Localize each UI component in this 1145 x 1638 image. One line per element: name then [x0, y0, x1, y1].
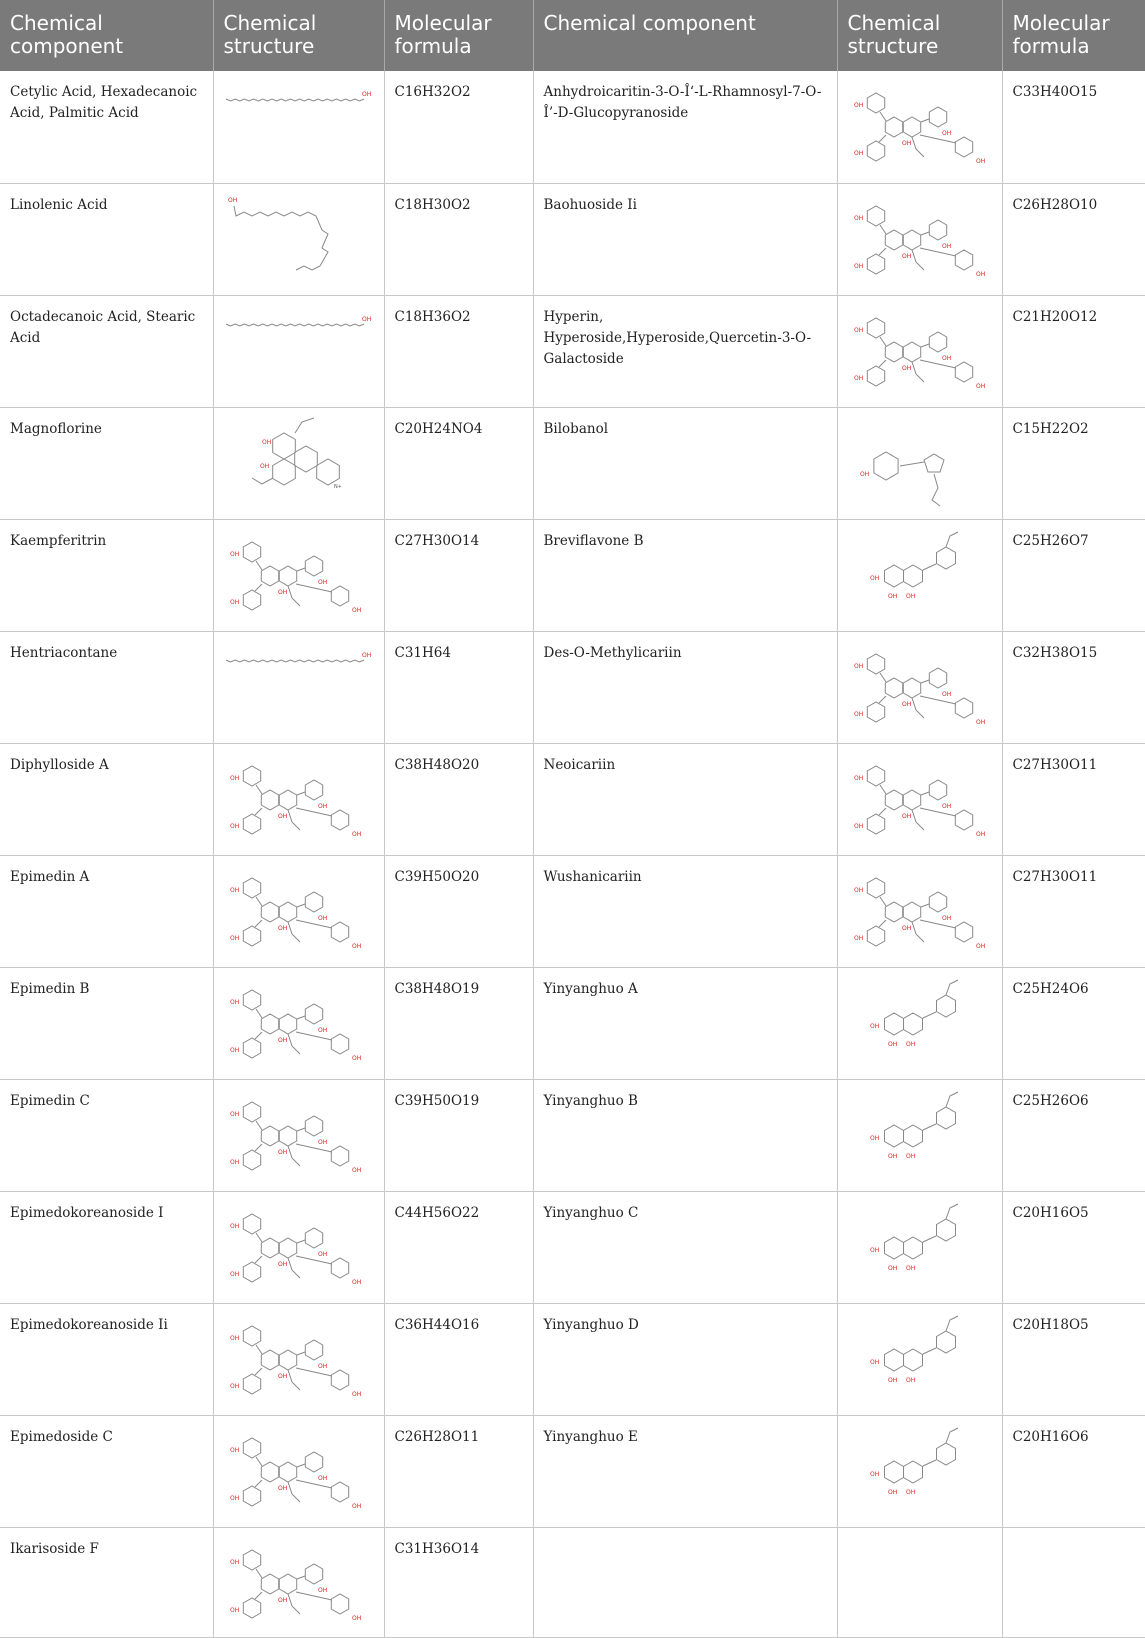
component-name: Octadecanoic Acid, Stearic Acid: [0, 295, 213, 407]
structure-cell: [213, 1527, 384, 1637]
molecular-formula: C44H56O22: [384, 1191, 533, 1303]
molecular-formula-2: C25H24O6: [1002, 967, 1145, 1079]
chemical-structure-image: [222, 1310, 372, 1406]
svg-text:OH: OH: [229, 598, 239, 606]
svg-text:OH: OH: [853, 374, 863, 382]
chemical-structure-image: [846, 974, 996, 1070]
svg-text:OH: OH: [317, 1474, 327, 1482]
component-name: Diphylloside A: [0, 743, 213, 855]
svg-text:OH: OH: [905, 1488, 915, 1496]
molecular-formula-2: C32H38O15: [1002, 631, 1145, 743]
chemical-structure-image: [846, 302, 996, 398]
component-name: Epimedin A: [0, 855, 213, 967]
structure-cell: [213, 1415, 384, 1527]
structure-cell-2: [837, 183, 1002, 295]
svg-text:OH: OH: [351, 1614, 361, 1622]
svg-text:OH: OH: [229, 822, 239, 830]
molecular-formula: C18H36O2: [384, 295, 533, 407]
svg-text:OH: OH: [229, 1222, 239, 1230]
structure-cell: [213, 295, 384, 407]
header-chemical-structure: Chemical structure: [213, 0, 384, 71]
svg-text:OH: OH: [853, 262, 863, 270]
svg-text:OH: OH: [351, 1390, 361, 1398]
structure-cell-2: [837, 71, 1002, 183]
svg-text:OH: OH: [229, 1494, 239, 1502]
component-name-2: Baohuoside Ii: [533, 183, 837, 295]
structure-cell: [213, 71, 384, 183]
svg-text:OH: OH: [869, 1022, 879, 1030]
svg-text:OH: OH: [351, 942, 361, 950]
component-name-2: Bilobanol: [533, 407, 837, 519]
structure-cell: [213, 855, 384, 967]
svg-text:OH: OH: [277, 1372, 287, 1380]
table-row: [0, 71, 1145, 183]
structure-cell: [213, 1191, 384, 1303]
molecular-formula-2: C25H26O7: [1002, 519, 1145, 631]
structure-cell-2: [837, 1303, 1002, 1415]
svg-text:OH: OH: [941, 914, 951, 922]
molecular-formula: C38H48O20: [384, 743, 533, 855]
svg-text:OH: OH: [229, 1334, 239, 1342]
svg-text:OH: OH: [229, 1158, 239, 1166]
svg-text:OH: OH: [229, 1382, 239, 1390]
svg-text:OH: OH: [227, 196, 237, 204]
component-name: Epimedin B: [0, 967, 213, 1079]
svg-text:OH: OH: [975, 158, 985, 165]
chemical-structure-image: [846, 1086, 996, 1182]
svg-text:OH: OH: [887, 1376, 897, 1384]
svg-text:OH: OH: [901, 364, 911, 372]
svg-text:OH: OH: [277, 812, 287, 820]
structure-cell-2: [837, 1079, 1002, 1191]
svg-text:OH: OH: [901, 140, 911, 147]
svg-text:OH: OH: [351, 1054, 361, 1062]
table-row: [0, 1079, 1145, 1191]
svg-text:OH: OH: [229, 1110, 239, 1118]
table-row: [0, 1415, 1145, 1527]
header-molecular-formula: Molecular formula: [384, 0, 533, 71]
molecular-formula: C39H50O19: [384, 1079, 533, 1191]
svg-text:OH: OH: [229, 1606, 239, 1614]
svg-text:OH: OH: [887, 1488, 897, 1496]
svg-text:OH: OH: [905, 1040, 915, 1048]
chemical-structure-image: [846, 77, 996, 173]
molecular-formula-2: C27H30O11: [1002, 855, 1145, 967]
table-row: [0, 631, 1145, 743]
chemical-structure-image: [222, 1086, 372, 1182]
molecular-formula: C16H32O2: [384, 71, 533, 183]
component-name-2: Hyperin, Hyperoside,Hyperoside,Quercetin-3-O-Galactoside: [533, 295, 837, 407]
structure-cell-2: [837, 1415, 1002, 1527]
molecular-formula-2: C21H20O12: [1002, 295, 1145, 407]
svg-text:OH: OH: [853, 214, 863, 222]
svg-text:OH: OH: [351, 830, 361, 838]
table-row: [0, 519, 1145, 631]
structure-cell-2: [837, 407, 1002, 519]
svg-text:OH: OH: [905, 1264, 915, 1272]
chemical-structure-image: [846, 750, 996, 846]
structure-cell-2: [837, 631, 1002, 743]
table-row: [0, 183, 1145, 295]
structure-cell-2: [837, 1191, 1002, 1303]
svg-text:OH: OH: [261, 438, 271, 446]
svg-text:OH: OH: [317, 1362, 327, 1370]
svg-text:OH: OH: [975, 718, 985, 726]
chemical-structure-image: [222, 1198, 372, 1294]
svg-text:OH: OH: [259, 462, 269, 470]
svg-text:OH: OH: [941, 130, 951, 137]
svg-text:OH: OH: [905, 592, 915, 600]
chemical-structure-image: [846, 190, 996, 286]
component-name-2: Yinyanghuo D: [533, 1303, 837, 1415]
structure-cell-2: [837, 967, 1002, 1079]
svg-text:OH: OH: [853, 934, 863, 942]
svg-text:OH: OH: [853, 326, 863, 334]
chemical-structure-image: [222, 974, 372, 1070]
svg-text:OH: OH: [901, 812, 911, 820]
molecular-formula: C36H44O16: [384, 1303, 533, 1415]
molecular-formula: C20H24NO4: [384, 407, 533, 519]
svg-text:OH: OH: [277, 588, 287, 596]
table-row: [0, 855, 1145, 967]
chemical-structure-image: [846, 414, 996, 510]
svg-text:OH: OH: [859, 470, 869, 478]
svg-text:OH: OH: [277, 1148, 287, 1156]
molecular-formula: C39H50O20: [384, 855, 533, 967]
molecular-formula: C31H64: [384, 631, 533, 743]
svg-text:OH: OH: [229, 1446, 239, 1454]
svg-text:OH: OH: [853, 102, 863, 109]
svg-text:OH: OH: [901, 924, 911, 932]
svg-text:OH: OH: [887, 1152, 897, 1160]
chemical-structure-image: [222, 750, 372, 846]
header-molecular-formula-2: Molecular formula: [1002, 0, 1145, 71]
structure-cell: [213, 967, 384, 1079]
table-body: [0, 71, 1145, 1637]
svg-text:OH: OH: [351, 1166, 361, 1174]
structure-cell-2: [837, 295, 1002, 407]
svg-text:OH: OH: [229, 1046, 239, 1054]
molecular-formula-2: C20H16O5: [1002, 1191, 1145, 1303]
svg-text:OH: OH: [901, 252, 911, 260]
svg-text:OH: OH: [853, 150, 863, 157]
chemical-structure-image: [222, 1534, 372, 1630]
svg-text:OH: OH: [869, 1134, 879, 1142]
table-row: [0, 1191, 1145, 1303]
svg-text:OH: OH: [277, 1260, 287, 1268]
svg-text:OH: OH: [317, 802, 327, 810]
svg-text:OH: OH: [277, 1484, 287, 1492]
chemical-structure-image: [846, 1310, 996, 1406]
component-name: Linolenic Acid: [0, 183, 213, 295]
molecular-formula-2: C15H22O2: [1002, 407, 1145, 519]
chemical-structure-image: [222, 77, 372, 173]
structure-cell-2: [837, 743, 1002, 855]
svg-text:OH: OH: [317, 914, 327, 922]
svg-text:OH: OH: [975, 270, 985, 278]
molecular-formula-2: C26H28O10: [1002, 183, 1145, 295]
svg-text:OH: OH: [869, 1470, 879, 1478]
table-row: [0, 295, 1145, 407]
svg-text:OH: OH: [901, 700, 911, 708]
molecular-formula: C38H48O19: [384, 967, 533, 1079]
structure-cell: [213, 1079, 384, 1191]
table-row: [0, 1527, 1145, 1637]
svg-text:OH: OH: [975, 830, 985, 838]
svg-text:OH: OH: [229, 998, 239, 1006]
chemical-structure-image: [846, 638, 996, 734]
component-name-2: Yinyanghuo A: [533, 967, 837, 1079]
component-name-2: Des-O-Methylicariin: [533, 631, 837, 743]
structure-cell-2: [837, 519, 1002, 631]
svg-text:OH: OH: [229, 774, 239, 782]
molecular-formula: C27H30O14: [384, 519, 533, 631]
molecular-formula-2: C20H18O5: [1002, 1303, 1145, 1415]
chemical-structure-image: [222, 638, 372, 734]
header-chemical-structure-2: Chemical structure: [837, 0, 1002, 71]
chemical-structure-image: [222, 414, 372, 510]
molecular-formula-2: C27H30O11: [1002, 743, 1145, 855]
chemical-structure-image: [222, 862, 372, 958]
component-name-2: Wushanicariin: [533, 855, 837, 967]
component-name: Epimedin C: [0, 1079, 213, 1191]
structure-cell: [213, 183, 384, 295]
table-header: [0, 0, 1145, 71]
molecular-formula: C26H28O11: [384, 1415, 533, 1527]
svg-text:OH: OH: [361, 315, 371, 323]
svg-text:OH: OH: [317, 1250, 327, 1258]
component-name-2: Neoicariin: [533, 743, 837, 855]
component-name: Kaempferitrin: [0, 519, 213, 631]
structure-cell: [213, 743, 384, 855]
svg-text:OH: OH: [351, 1278, 361, 1286]
structure-cell: [213, 519, 384, 631]
svg-text:OH: OH: [853, 662, 863, 670]
svg-text:OH: OH: [941, 802, 951, 810]
table-row: [0, 407, 1145, 519]
svg-text:OH: OH: [853, 886, 863, 894]
svg-text:OH: OH: [229, 550, 239, 558]
svg-text:OH: OH: [229, 1558, 239, 1566]
svg-text:OH: OH: [905, 1152, 915, 1160]
svg-text:OH: OH: [975, 382, 985, 390]
header-row: [0, 0, 1145, 71]
svg-text:OH: OH: [887, 1040, 897, 1048]
svg-text:OH: OH: [853, 774, 863, 782]
svg-text:OH: OH: [229, 934, 239, 942]
structure-cell-2: [837, 1527, 1002, 1637]
molecular-formula-2: C20H16O6: [1002, 1415, 1145, 1527]
chemical-structure-image: [846, 862, 996, 958]
chemical-structure-image: [222, 526, 372, 622]
svg-text:OH: OH: [351, 606, 361, 614]
svg-text:OH: OH: [277, 924, 287, 932]
header-chemical-component-2: Chemical component: [533, 0, 837, 71]
svg-text:OH: OH: [975, 942, 985, 950]
table-row: [0, 1303, 1145, 1415]
svg-text:OH: OH: [887, 1264, 897, 1272]
component-name: Magnoflorine: [0, 407, 213, 519]
svg-text:OH: OH: [941, 242, 951, 250]
svg-text:OH: OH: [905, 1376, 915, 1384]
molecular-formula-2: [1002, 1527, 1145, 1637]
svg-text:OH: OH: [869, 574, 879, 582]
table-row: [0, 743, 1145, 855]
svg-text:OH: OH: [853, 822, 863, 830]
molecular-formula-2: C33H40O15: [1002, 71, 1145, 183]
molecular-formula: C18H30O2: [384, 183, 533, 295]
svg-text:OH: OH: [941, 690, 951, 698]
svg-text:OH: OH: [351, 1502, 361, 1510]
molecular-formula: C31H36O14: [384, 1527, 533, 1637]
component-name-2: Yinyanghuo C: [533, 1191, 837, 1303]
chemical-structure-image: [846, 526, 996, 622]
component-name: Epimedokoreanoside Ii: [0, 1303, 213, 1415]
component-name-2: Yinyanghuo B: [533, 1079, 837, 1191]
molecular-formula-2: C25H26O6: [1002, 1079, 1145, 1191]
svg-text:OH: OH: [317, 578, 327, 586]
structure-cell-2: [837, 855, 1002, 967]
svg-text:OH: OH: [887, 592, 897, 600]
chemical-structure-image: [222, 190, 372, 286]
chemical-structure-image: [846, 1422, 996, 1518]
svg-text:OH: OH: [869, 1358, 879, 1366]
svg-text:OH: OH: [277, 1036, 287, 1044]
svg-text:N+: N+: [333, 483, 342, 490]
component-name: Ikarisoside F: [0, 1527, 213, 1637]
structure-cell: [213, 1303, 384, 1415]
svg-text:OH: OH: [361, 91, 371, 98]
component-name-2: [533, 1527, 837, 1637]
svg-text:OH: OH: [317, 1586, 327, 1594]
component-name: Cetylic Acid, Hexadecanoic Acid, Palmitic Acid: [0, 71, 213, 183]
svg-text:OH: OH: [277, 1596, 287, 1604]
svg-text:OH: OH: [941, 354, 951, 362]
chemical-structure-image: [222, 1422, 372, 1518]
component-name-2: Breviflavone B: [533, 519, 837, 631]
header-chemical-component: Chemical component: [0, 0, 213, 71]
svg-text:OH: OH: [229, 886, 239, 894]
svg-text:OH: OH: [853, 710, 863, 718]
svg-text:OH: OH: [317, 1026, 327, 1034]
table-row: [0, 967, 1145, 1079]
component-name-2: Anhydroicaritin-3-O-Î‘-L-Rhamnosyl-7-O-Î’-D-Glucopyranoside: [533, 71, 837, 183]
component-name: Epimedoside C: [0, 1415, 213, 1527]
svg-text:OH: OH: [361, 651, 371, 659]
structure-cell: [213, 407, 384, 519]
component-name: Hentriacontane: [0, 631, 213, 743]
chemical-structure-image: [222, 302, 372, 398]
svg-text:OH: OH: [229, 1270, 239, 1278]
svg-text:OH: OH: [869, 1246, 879, 1254]
chemical-structure-image: [846, 1198, 996, 1294]
structure-cell: [213, 631, 384, 743]
component-name: Epimedokoreanoside I: [0, 1191, 213, 1303]
component-name-2: Yinyanghuo E: [533, 1415, 837, 1527]
svg-text:OH: OH: [317, 1138, 327, 1146]
